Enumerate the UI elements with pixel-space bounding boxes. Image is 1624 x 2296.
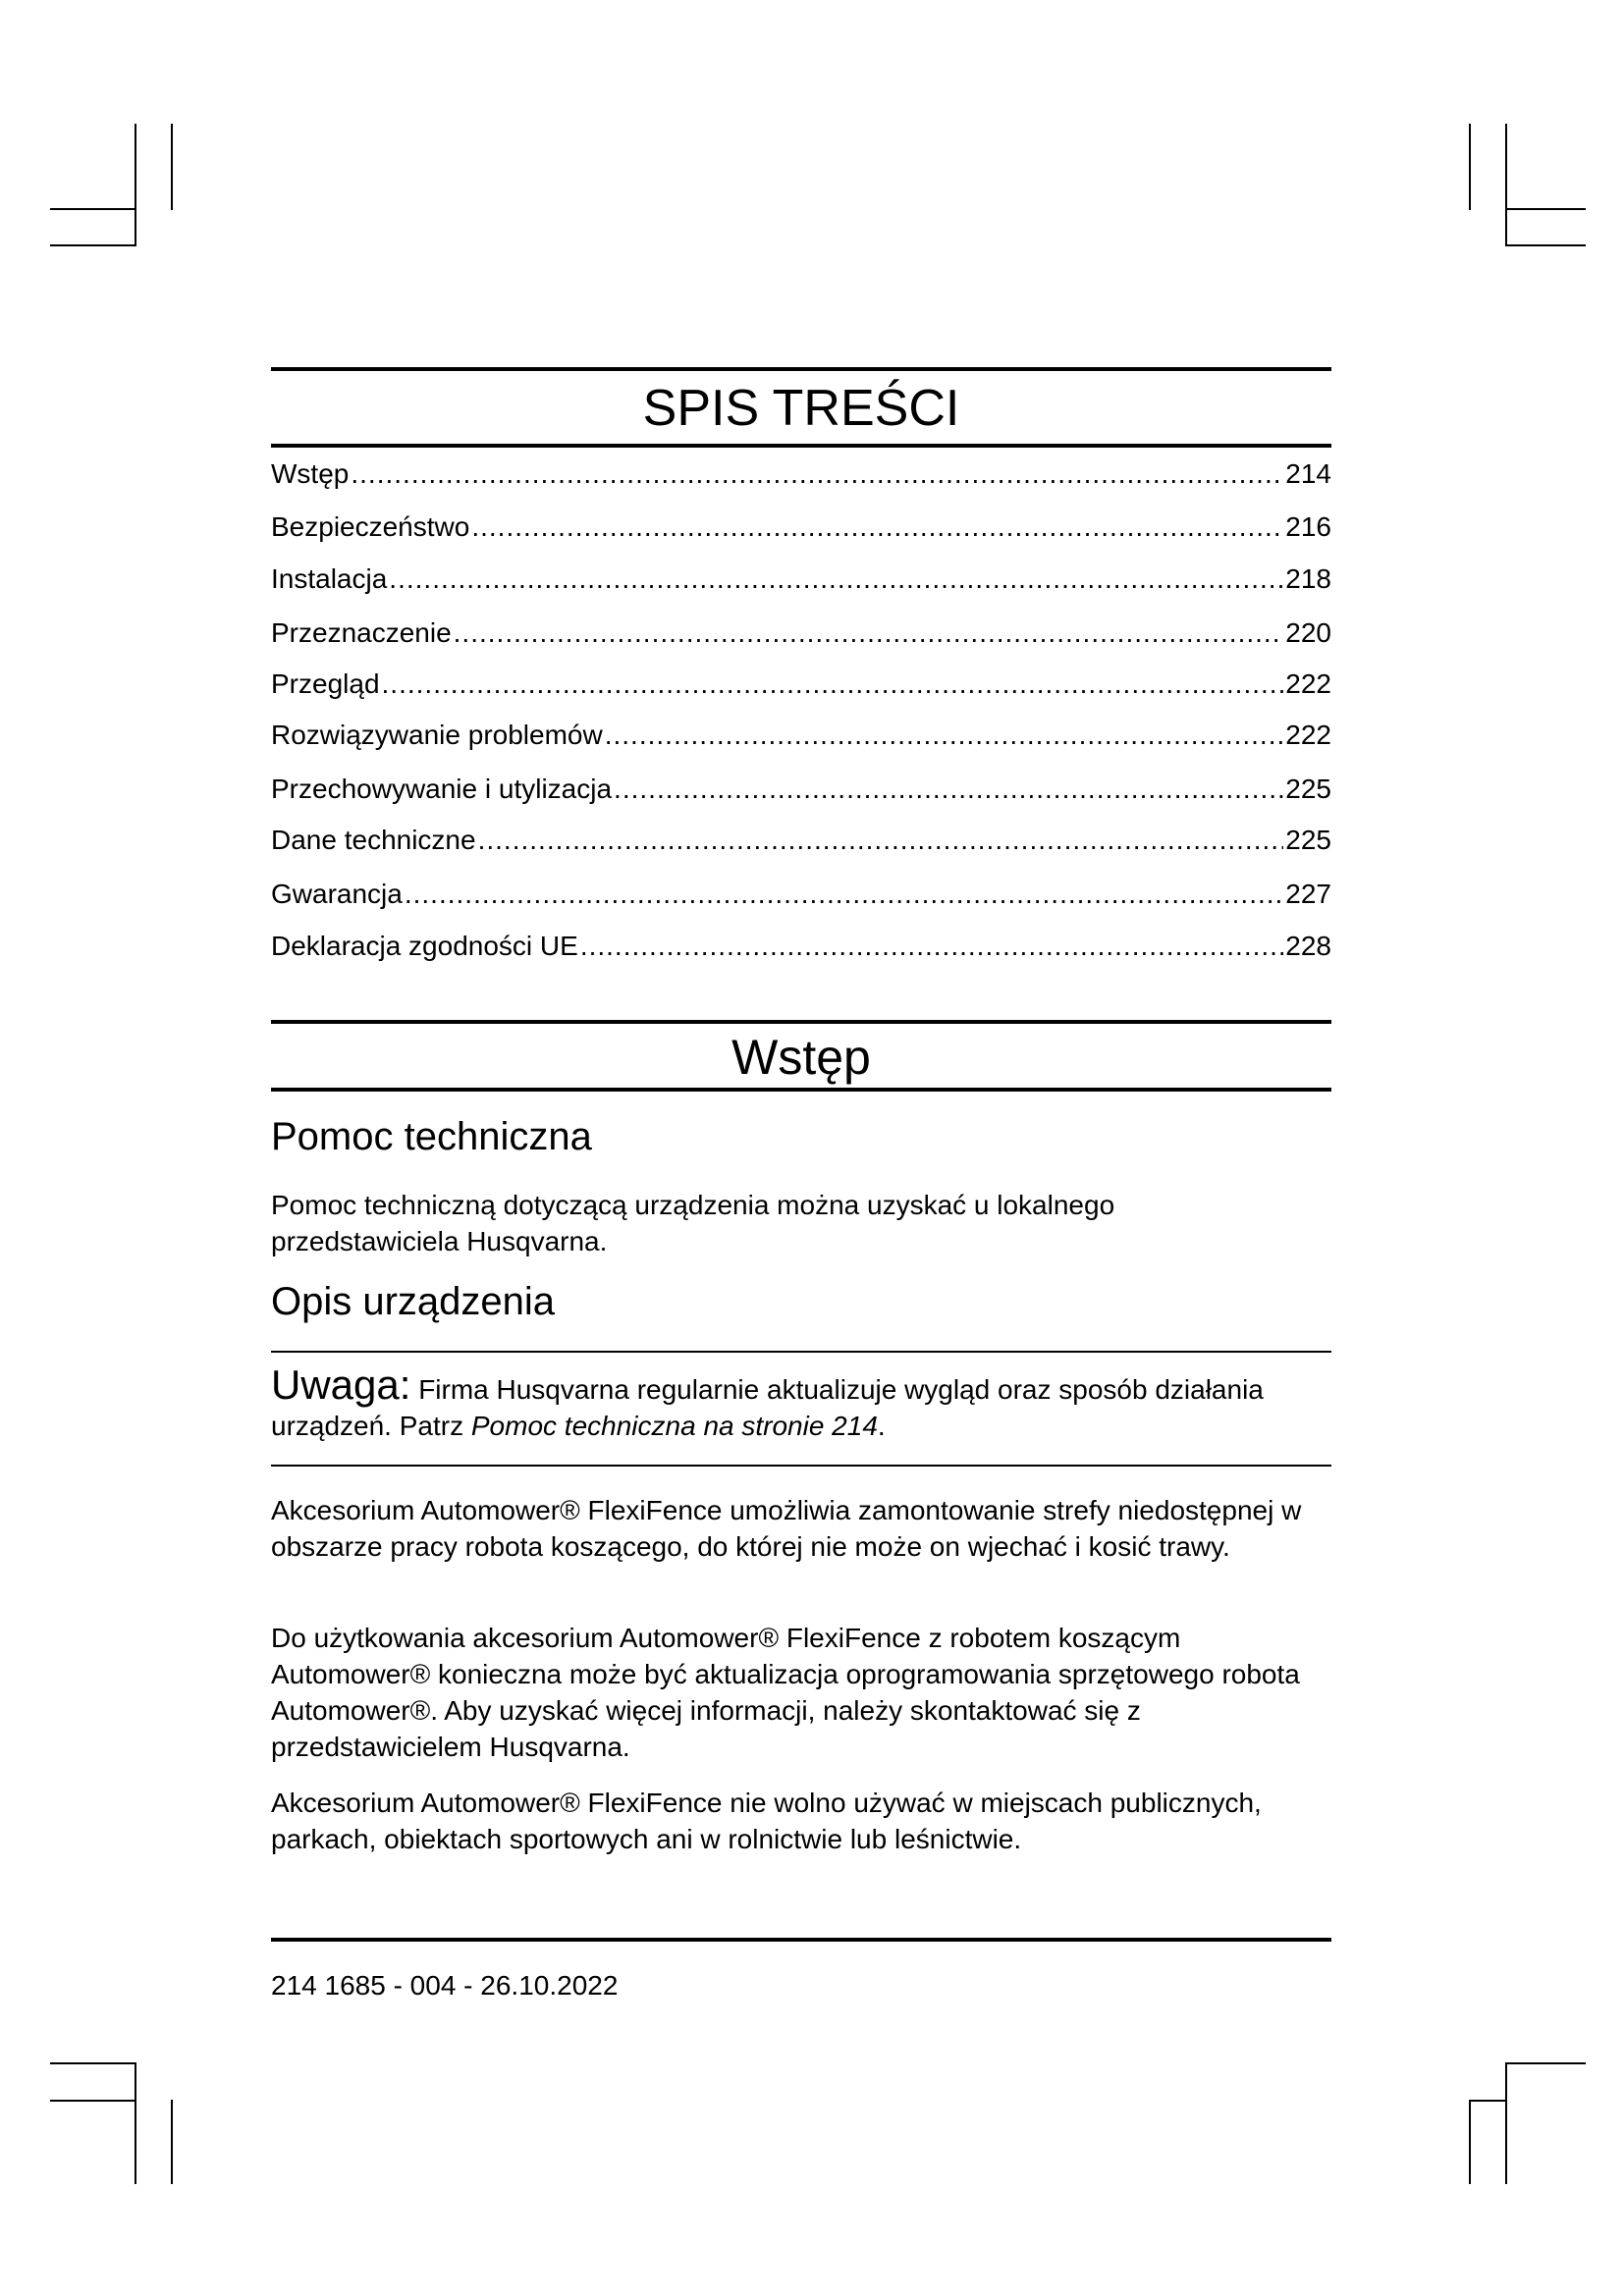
note-box [271,1364,1331,1444]
support-heading: Pomoc techniczna [271,1115,592,1158]
toc-entry[interactable] [271,773,1331,806]
section-title: Wstęp [731,1030,871,1085]
toc-entry-page: 222 [1285,720,1331,750]
toc-leader [454,616,1284,650]
toc-entry-title: Gwarancja [271,879,403,909]
footer-text: 214 1685 - 004 - 26.10.2022 [271,1970,619,2001]
toc-leader [351,457,1283,491]
toc-rule-bottom [271,444,1331,448]
toc-entry-page: 220 [1285,617,1331,648]
toc-title: SPIS TREŚCI [642,380,960,437]
toc-leader [478,824,1284,857]
description-heading: Opis urządzenia [271,1280,556,1323]
toc-leader [389,562,1283,596]
toc-entry-title: Rozwiązywanie problemów [271,720,603,750]
toc-entry-page: 218 [1285,563,1331,594]
toc-entry-page: 222 [1285,668,1331,699]
toc-entry-page: 214 [1285,458,1331,489]
toc-leader [580,930,1283,963]
toc-entry-page: 216 [1285,511,1331,542]
toc-leader [471,510,1283,544]
toc-entry[interactable] [271,667,1331,701]
toc-leader [405,878,1283,911]
paragraph-1: Akcesorium Automower® FlexiFence umożliwia zamontowanie strefy niedostępnej w obszarze pracy robota koszącego, do której nie może on wjechać i kosić trawy. [271,1495,1302,1562]
footer-rule [271,1938,1331,1942]
toc-entry[interactable] [271,616,1331,650]
toc-entry[interactable] [271,562,1331,596]
toc-entry-page: 228 [1285,931,1331,961]
support-text: Pomoc techniczną dotyczącą urządzenia można uzyskać u lokalnego przedstawiciela Husqvarna. [271,1190,1115,1256]
note-rule-bottom [271,1465,1331,1467]
toc-leader [382,667,1284,701]
toc-entry-title: Dane techniczne [271,825,476,855]
toc-entry[interactable] [271,510,1331,544]
toc-entry-page: 225 [1285,774,1331,804]
toc-entry[interactable] [271,824,1331,857]
note-rule-top [271,1351,1331,1353]
note-label: Uwaga: [271,1362,411,1408]
section-rule-top [271,1020,1331,1024]
toc-entry[interactable] [271,930,1331,963]
toc-entry-page: 225 [1285,825,1331,855]
paragraph-2: Do użytkowania akcesorium Automower® FlexiFence z robotem koszącym Automower® konieczna może być aktualizacja oprogramowania sprzętowego robota Automower®. Aby uzyskać więcej informacji, należy skontaktować się z przedstawicielem Husqvarna. [271,1623,1300,1762]
toc-entry-title: Wstęp [271,458,350,489]
toc-leader [605,719,1284,752]
paragraph-3: Akcesorium Automower® FlexiFence nie wolno używać w miejscach publicznych, parkach, obiektach sportowych ani w rolnictwie lub leśnictwie. [271,1788,1262,1854]
toc-entry-title: Przeznaczenie [271,617,452,648]
toc-entry-title: Bezpieczeństwo [271,511,470,542]
toc-entry-title: Deklaracja zgodności UE [271,931,578,961]
toc-entry-title: Przegląd [271,668,380,699]
note-reference-link[interactable]: Pomoc techniczna na stronie 214 [470,1411,878,1441]
toc-entry-title: Przechowywanie i utylizacja [271,774,613,804]
toc-entry[interactable] [271,719,1331,752]
toc-entry[interactable] [271,457,1331,491]
note-text: Firma Husqvarna regularnie aktualizuje wygląd oraz sposób działania urządzeń. Patrz [271,1374,1264,1441]
toc-entry[interactable] [271,878,1331,911]
section-rule-bottom [271,1088,1331,1092]
note-end: . [877,1411,886,1441]
toc-rule-top [271,367,1331,371]
toc-entry-page: 227 [1285,879,1331,909]
toc-leader [614,773,1283,806]
toc-entry-title: Instalacja [271,563,388,594]
